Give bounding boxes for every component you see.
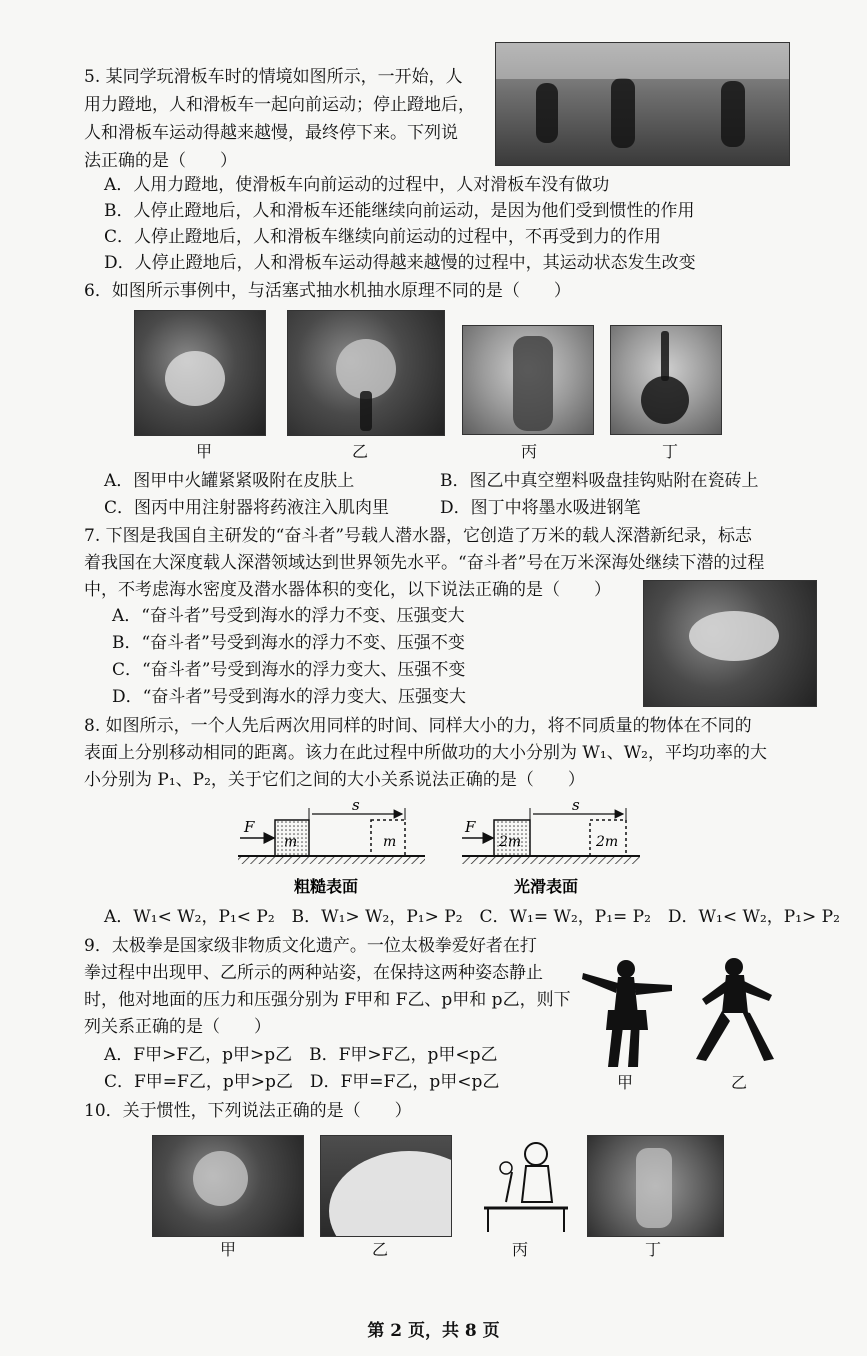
q10-caption-bing: 丙	[511, 1240, 528, 1259]
page-number-footer: 第 2 页，共 8 页	[367, 1321, 500, 1341]
mass-start-label: 2m	[499, 834, 522, 850]
q5-scooter-photo	[495, 42, 790, 166]
q7-option-a: A．“奋斗者”号受到海水的浮力不变、压强变大	[112, 606, 465, 626]
q6-suction-hook-photo	[287, 310, 445, 436]
q8-stem-line-3: 小分别为 P₁、P₂，关于它们之间的大小关系说法正确的是（ ）	[84, 770, 585, 790]
q10-stem: 10．关于惯性，下列说法正确的是（ ）	[84, 1101, 412, 1121]
mass-start-label: m	[284, 834, 298, 850]
q6-stem: 6．如图所示事例中，与活塞式抽水机抽水原理不同的是（ ）	[84, 281, 571, 301]
force-label: F	[465, 818, 476, 836]
q6-fountain-pen-photo	[610, 325, 722, 435]
q8-options: A．W₁< W₂，P₁< P₂ B．W₁> W₂，P₁> P₂ C．W₁= W₂，P₁= P₂ D．W₁< W₂，P₁> P₂	[104, 907, 840, 927]
q6-caption-ding: 丁	[661, 442, 678, 461]
taiji-stance-jia-silhouette	[578, 955, 678, 1070]
q6-caption-yi: 乙	[351, 442, 368, 461]
q10-caption-jia: 甲	[219, 1240, 236, 1259]
q8-stem-line-1: 8. 如图所示，一个人先后两次用同样的时间、同样大小的力，将不同质量的物体在不同的	[84, 716, 752, 736]
rough-surface-caption: 粗糙表面	[294, 877, 359, 896]
q8-stem-line-2: 表面上分别移动相同的距离。该力在此过程中所做功的大小分别为 W₁、W₂，平均功率的大	[84, 743, 767, 763]
q7-stem-line-1: 7. 下图是我国自主研发的“奋斗者”号载人潜水器，它创造了万米的载人深潜新纪录，标志	[84, 526, 753, 546]
q7-option-c: C．“奋斗者”号受到海水的浮力变大、压强不变	[112, 660, 466, 680]
q10-drawing-bing	[476, 1132, 576, 1237]
q9-caption-yi: 乙	[730, 1073, 747, 1092]
q5-stem-line-4: 法正确的是（ ）	[84, 151, 237, 171]
q9-stem-line-1: 9．太极拳是国家级非物质文化遗产。一位太极拳爱好者在打	[84, 936, 537, 956]
q8-force-diagram	[0, 800, 867, 910]
taiji-stance-yi-silhouette	[684, 955, 794, 1065]
q9-options-row-1: A．F甲>F乙，p甲>p乙 B．F甲>F乙，p甲<p乙	[104, 1045, 498, 1065]
q7-stem-line-2: 着我国在大深度载人深潜领域达到世界领先水平。“奋斗者”号在万米深海处继续下潜的过程	[84, 553, 765, 573]
rough-surface-panel	[238, 800, 425, 896]
smooth-surface-caption: 光滑表面	[514, 877, 579, 896]
q10-photo-yi	[320, 1135, 452, 1237]
mass-end-label: m	[383, 834, 397, 850]
q5-stem-line-2: 用力蹬地，人和滑板车一起向前运动；停止蹬地后，	[84, 95, 475, 115]
q6-option-d: D．图丁中将墨水吸进钢笔	[440, 498, 641, 518]
distance-label: s	[572, 800, 580, 814]
q7-submersible-photo	[643, 580, 817, 707]
q7-stem-line-3: 中，不考虑海水密度及潜水器体积的变化，以下说法正确的是（ ）	[84, 580, 611, 600]
q7-option-d: D．“奋斗者”号受到海水的浮力变大、压强变大	[112, 687, 467, 707]
q5-option-a: A．人用力蹬地，使滑板车向前运动的过程中，人对滑板车没有做功	[104, 175, 610, 195]
q6-option-a: A．图甲中火罐紧紧吸附在皮肤上	[104, 471, 355, 491]
q9-options-row-2: C．F甲=F乙，p甲>p乙 D．F甲=F乙，p甲<p乙	[104, 1072, 500, 1092]
smooth-surface-panel	[462, 800, 640, 896]
q10-photo-ding	[587, 1135, 724, 1237]
q6-syringe-photo	[462, 325, 594, 435]
q6-caption-bing: 丙	[520, 442, 537, 461]
q9-stem-line-3: 时，他对地面的压力和压强分别为 F甲和 F乙、p甲和 p乙，则下	[84, 990, 571, 1010]
force-label: F	[244, 818, 255, 836]
q10-caption-yi: 乙	[371, 1240, 388, 1259]
q10-caption-ding: 丁	[644, 1240, 661, 1259]
mass-end-label: 2m	[596, 834, 619, 850]
q6-caption-jia: 甲	[195, 442, 212, 461]
q6-cupping-photo	[134, 310, 266, 436]
q6-option-b: B．图乙中真空塑料吸盘挂钩贴附在瓷砖上	[440, 471, 759, 491]
q9-stem-line-4: 列关系正确的是（ ）	[84, 1017, 271, 1037]
q9-caption-jia: 甲	[616, 1073, 633, 1092]
q5-option-b: B．人停止蹬地后，人和滑板车还能继续向前运动，是因为他们受到惯性的作用	[104, 201, 695, 221]
q5-option-c: C．人停止蹬地后，人和滑板车继续向前运动的过程中，不再受到力的作用	[104, 227, 662, 247]
q9-stem-line-2: 拳过程中出现甲、乙所示的两种站姿，在保持这两种姿态静止	[84, 963, 543, 983]
q10-photo-jia	[152, 1135, 304, 1237]
distance-label: s	[352, 800, 360, 814]
q5-stem-line-3: 人和滑板车运动得越来越慢，最终停下来。下列说	[84, 123, 458, 143]
q6-option-c: C．图丙中用注射器将药液注入肌肉里	[104, 498, 390, 518]
q5-option-d: D．人停止蹬地后，人和滑板车运动得越来越慢的过程中，其运动状态发生改变	[104, 253, 696, 273]
q7-option-b: B．“奋斗者”号受到海水的浮力不变、压强不变	[112, 633, 465, 653]
q5-stem-line-1: 5. 某同学玩滑板车时的情境如图所示，一开始，人	[84, 67, 463, 87]
